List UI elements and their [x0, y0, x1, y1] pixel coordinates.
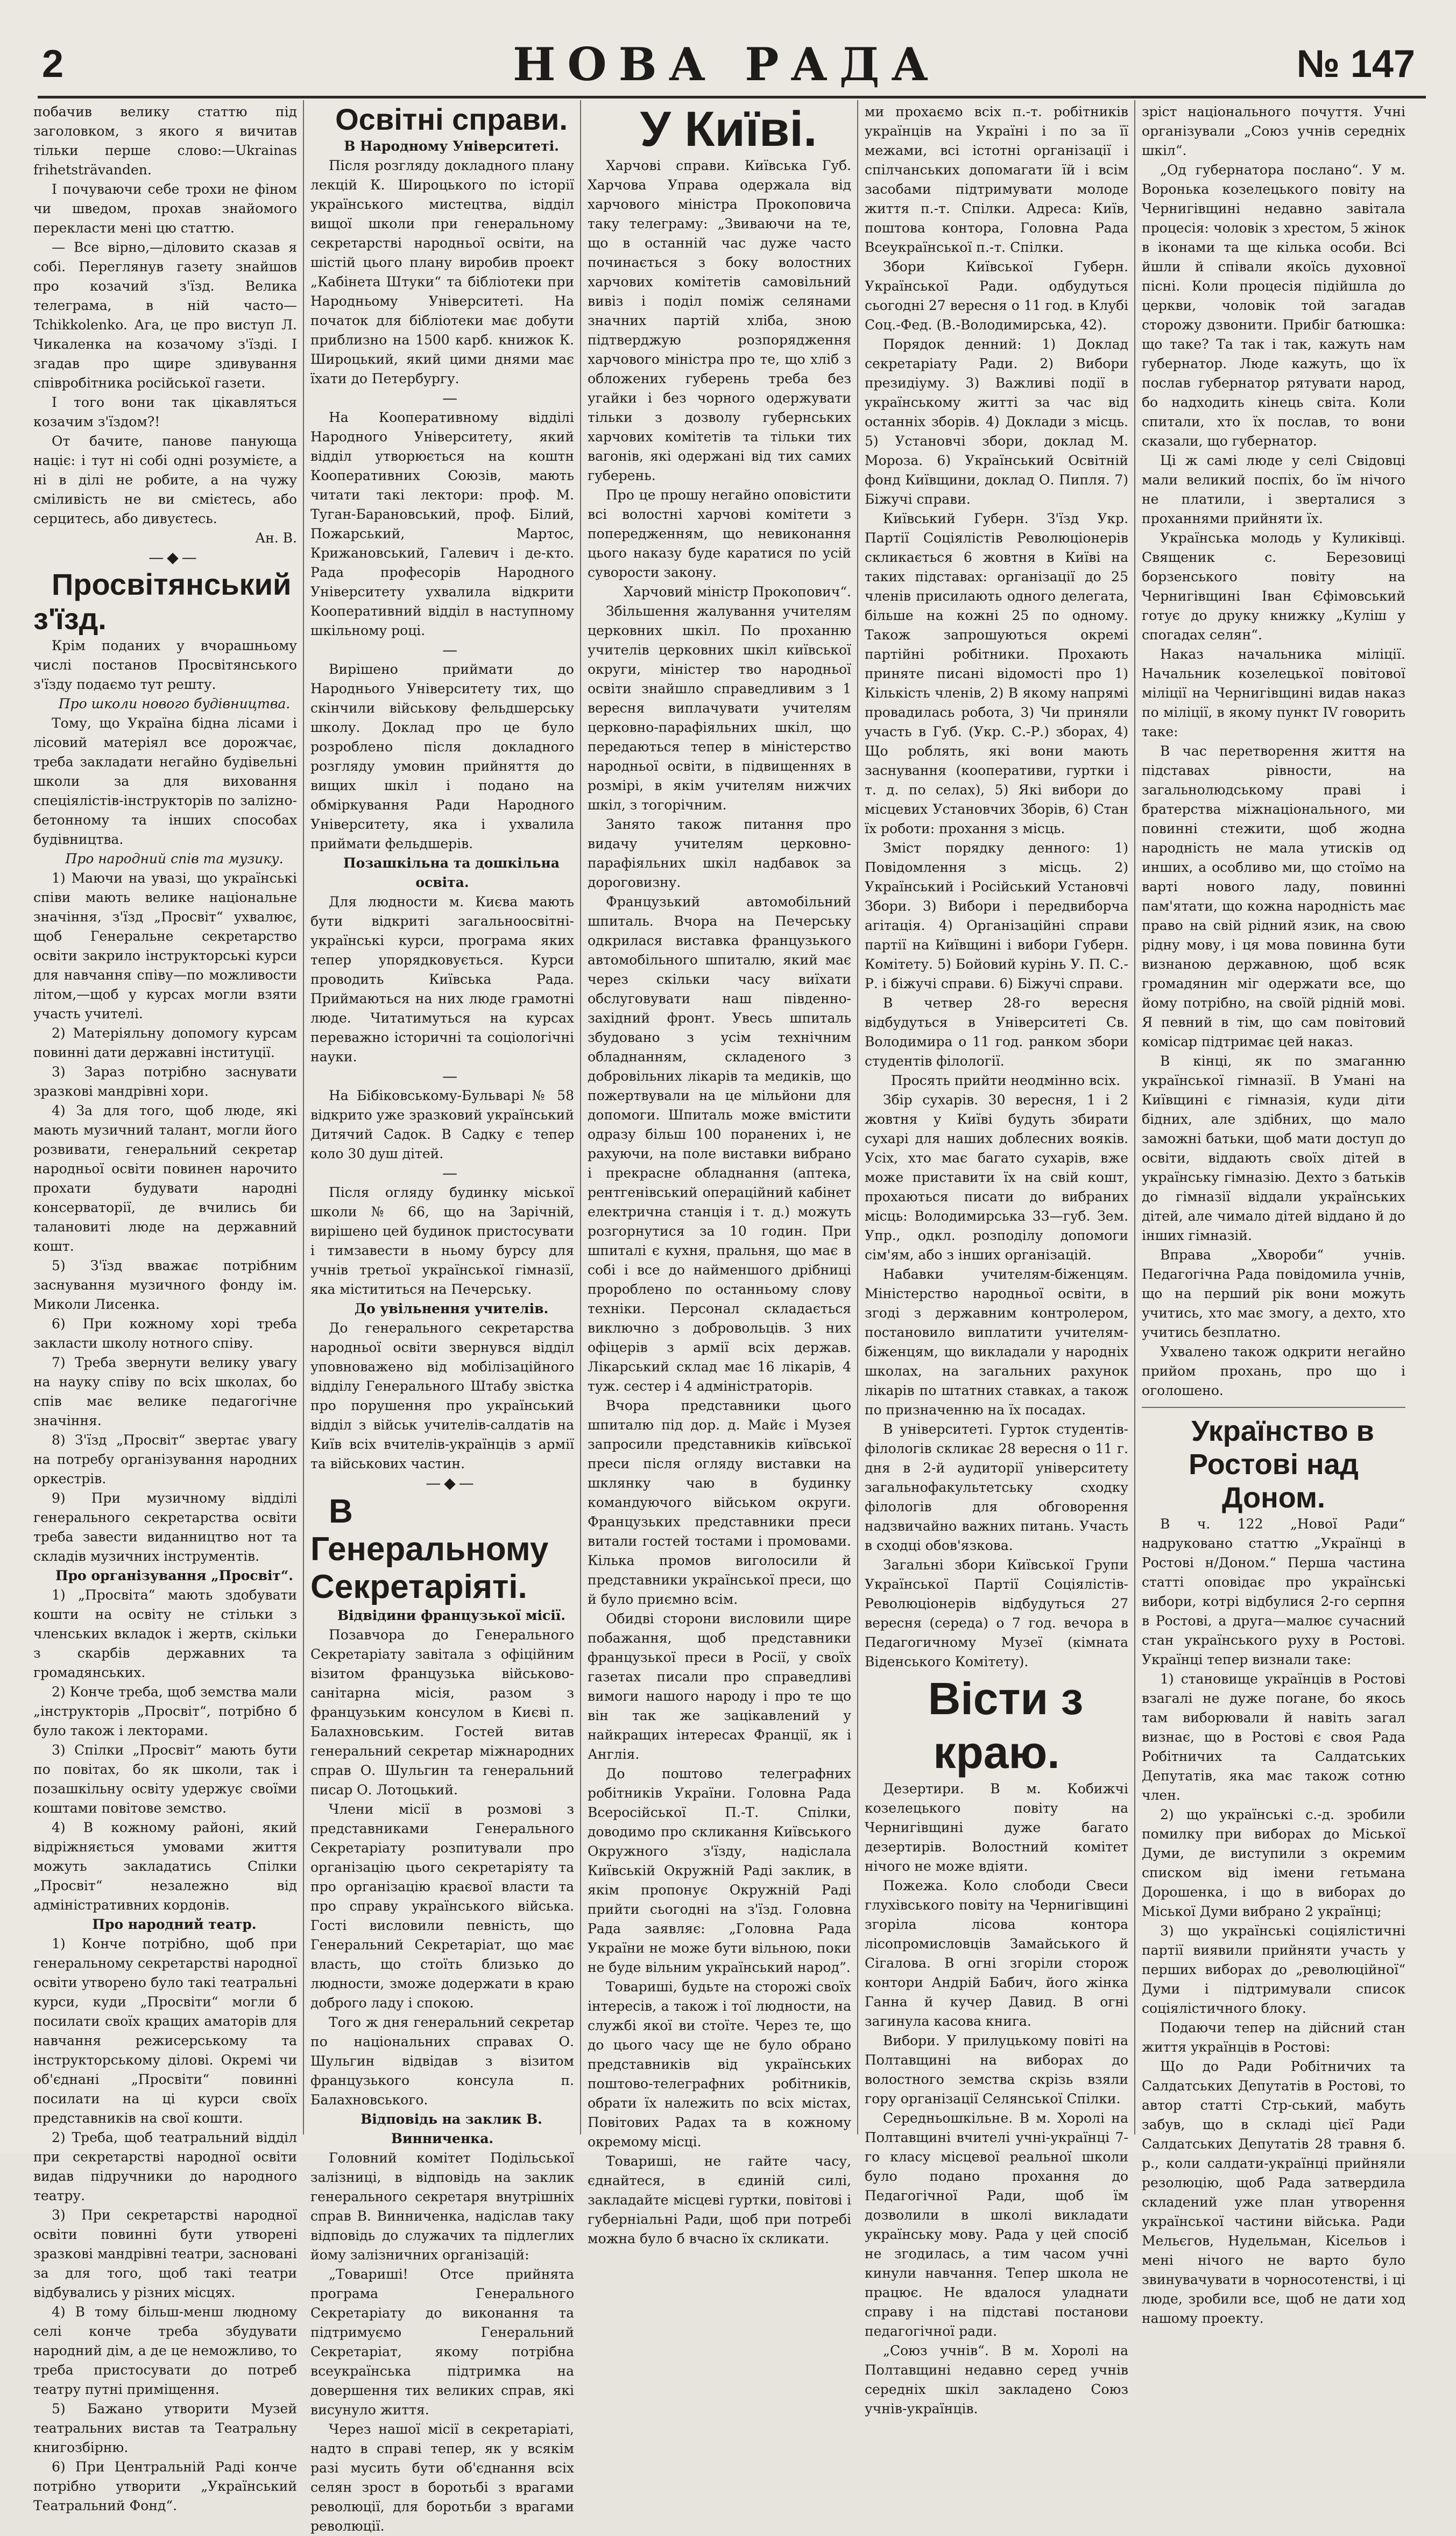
column-2: [310, 102, 574, 2534]
paragraph: Що до Ради Робітничих та Салдатських Депутатів в Ростові, то автор статті Стр-ський, мабуть забув, що в складі цієї Ради Салдатських Депутатів 28 травня б. р., коли салдати-українці прийняли резолюцію, щоб Рада затвердила складений уже план утворення української частини війська. Ради Мельєгов, Нудельман, Кісельов і мені нічого не варто було звинувачувати в чорносотенстві, і ці люде, зробили все, щоб не дати ход нашому проекту.: [1142, 2059, 1405, 2326]
paragraph: 5) З'їзд вважає потрібним заснування музичного фонду ім. Миколи Лисенка.: [33, 1258, 297, 1312]
paragraph: На Кооперативному відділі Народного Університету, який відділ утворюється на коштн Кооперативних Союзів, мають читати такі лектори: проф. М. Туган-Барановський, проф. Білий, Пожарський, Мартос, Крижановський, Галевич і де-кто. Рада професорів Народного Університету ухвалила відкрити Кооперативний відділ в наступному шкільному році.: [310, 410, 574, 638]
paragraph: Вчора представники цього шпиталю під дор. д. Майє і Музея запросили представників київської преси після огляду виставки на шклянку чаю в будинку командуючого військом округи. Французьких представники преси витали гостей тостами і промовами. Кілька промов виголосили й представники української преси, що й було приємно всім.: [588, 1398, 851, 1607]
news-item: В четвер 28-го вересня відбудуться в Університеті Св. Володимира о 11 год. ранком збори студентів філології.: [865, 995, 1128, 1069]
issue-number: № 147: [1296, 43, 1415, 86]
column-4: [865, 102, 1128, 2417]
news-item: Вибори. У прилуцькому повіті на Полтавщині на виборах до волостного земства скрізь взяли гору організації Селянської Спілки.: [865, 2033, 1128, 2107]
signature: Харчовий міністр Прокопович“.: [624, 584, 851, 600]
section-subheading: Про організування „Просвіт“.: [55, 1568, 294, 1583]
paragraph: 3) Спілки „Просвіт“ мають бути по повітах, бо як школи, так і позашкільну освіту удержує своїми коштами повітове земство.: [33, 1742, 297, 1816]
paragraph: — Все вірно,—діловито сказав я собі. Переглянув газету знайшов про козачий з'їзд. Велика телеграма, в ній часто—Tchikkolenko. Ага, це про виступ Л. Чикаленка на козачому з'їзді. І згадав про щире здивування співробітника російської газети.: [33, 239, 297, 391]
paragraph: 3) При секретарстві народної освіти повинні бути утворені зразкові мандрівні театри, засновані за для того, щоб такі театри відбувались у різних місцях.: [33, 2207, 297, 2300]
column-divider: [1134, 100, 1135, 2135]
section-subheading: Позашкільна та дошкільна освіта.: [343, 855, 560, 890]
paragraph: І того вони так цікавляться козачим з'їздом?!: [33, 395, 297, 429]
news-item: Дезертири. В м. Кобижчі козелецького повіту на Чернигівщині дуже багато дезертирів. Волостний комітет нічого не може вдіяти.: [865, 1781, 1128, 1874]
section-rule: [1142, 1407, 1405, 1408]
paragraph: В час перетворення життя на підставах рівности, на загальнолюдському праві і братерства міжнаціонального, ми повинні стежити, щоб жодна народність не мала утисків од инших, а особливо ми, що стоїмо на варті нового ладу, повинні пам'ятати, що кожна народність має право на свій рідний язик, на свою рідну мову, і ця мова повинна бути визнаною державною, щоб всяк громадянин міг одержати все, що йому потрібно, на своїй рідній мові. Я певний в тім, що сам повітовий комісар підтримає цей наказ.: [1142, 743, 1405, 1049]
short-rule: —: [442, 641, 461, 659]
news-item: „Од губернатора послано“. У м. Воронька козелецького повіту на Чернигівщині недавно завітала процесія: чоловік з хрестом, 5 жінок в іконами та ще кілька особи. Всі йшли й співали якоїсь духовної пісні. Коли процесія підійшла до церкви, чоловік той загадав сторожу дзвонити. Прибіг батюшка: що таке? Та так і так, кажуть нам губернатор. Люде кажуть, що їх послав губернатор рятувати народ, бо надходить кінець світа. Коли спитали, хто їх послав, то вони сказали, що губернатор.: [1142, 162, 1405, 449]
paragraph: 9) При музичному відділі генерального секретарства освіти треба завести виданництво нот та складів музичних інструментів.: [33, 1490, 297, 1564]
paragraph: Після огляду будинку міської школи № 66, що на Зарічній, вирішено цей будинок пристосувати і тимзавести в ньому бурсу для учнів третьої української гімназії, яка містититься на Печерську.: [310, 1185, 574, 1297]
short-rule: —: [442, 389, 461, 407]
article-heading: Українство в Ростові над Доном.: [1189, 1415, 1374, 1514]
paragraph: 2) що українські с.-д. зробили помилку при виборах до Міської Думи, де виступили з окремим списком від імени гетьмана Дорошенка, і що в виборах до Міської Думи вибрано 2 українці;: [1142, 1807, 1405, 1919]
paragraph: Ухвалено також одкрити негайно прийом прохань, про що і оголошено.: [1142, 1344, 1405, 1398]
paragraph: 1) „Просвіта“ мають здобувати кошти на освіту не стільки з членських вкладок і жертв, скільки з скарбів державних та громадянських.: [33, 1587, 297, 1680]
paragraph: 1) Конче потрібно, щоб при генеральному секретарстві народної освіти утворено було такі театральні курси, куди „Просвіти“ могли б посилати своїх кращих аматорів для навчання режисерському та інструкторському ділові. Окремі чи об'єднані „Просвіти“ повинні посилати на ці курси своїх представників на свої кошти.: [33, 1936, 297, 2126]
paragraph: Через нашої місії в секретаріаті, надто в справі тепер, як у всякім разі мусить бути об'єднання всіх селян зрост в боротьбі з врагами революції, для боротьби з врагами революції.: [310, 2421, 574, 2534]
article-heading: Вісти з краю.: [928, 1673, 1084, 1778]
news-item: Середньошкільне. В м. Хоролі на Полтавщині вчителі учні-українці 7-го класу місцевої реальної школи було подано прохання до Педагогічної Ради, щоб їм дозволили в школі викладати українську мову. Рада у цей спосіб не згодилась, а тим часом учні кинули навчання. Тепер школа не працює. Не вдалося уладнати справу і на підставі постанови педагогічної ради.: [865, 2110, 1128, 2339]
news-item: Пожежа. Коло слободи Свеси глухівського повіту на Чернигівщині згоріла лісова контора лісопромисловців Замайського й Сігалова. В огні згоріли сторож контори Андрій Бабич, його жінка Ганна й кучер Давид. В огні загинула касова книга.: [865, 1878, 1128, 2029]
paragraph: 7) Треба звернути велику увагу на науку співу по всіх школах, бо спів має велике педагогічне значіння.: [33, 1355, 297, 1428]
news-item: Збори Київської Губерн. Української Ради. одбудуться сьогодні 27 вересня о 11 год. в Клубі Соц.-Фед. (В.-Володимирська, 42).: [865, 259, 1128, 333]
paragraph: 6) При кожному хорі треба закласти школу нотного співу.: [33, 1316, 297, 1351]
column-divider: [580, 100, 581, 2135]
newspaper-title: НОВА РАДА: [513, 38, 940, 91]
page-number: 2: [42, 43, 64, 86]
news-item: До поштово телеграфних робітників України. Головна Рада Всеросійської П.-Т. Спілки, доводимо про скликання Київського Окружного з'їзду, надіслала Київській Окружній Раді заклик, в якім пропонує Окружній Раді прийти сьогодні на з'їзд. Головна Рада заявляє: „Головна Рада України не може бути вільною, поки не буде вільним український народ”.: [588, 1766, 851, 1975]
paragraph: Крім поданих у вчорашньому числі постанов Просвітянського з'їзду подаємо тут решту.: [33, 638, 297, 692]
article-heading: Освітні справи.: [335, 102, 568, 136]
article-heading: У Київі.: [640, 102, 817, 157]
column-5: [1142, 102, 1405, 2326]
paragraph: Позавчора до Генерального Секретаріату завітала з офіційним візитом французька військово-санітарна місія, разом з французьким консулом в Києві п. Балахновським. Гостей витав генеральний секретар міжнародних справ О. Шульгин та генеральний писар О. Лотоцький.: [310, 1627, 574, 1798]
paragraph: 2) Треба, щоб театральний відділ при секретарстві народної освіти видав підручники до народного театру.: [33, 2130, 297, 2203]
news-item: Французький автомобільний шпиталь. Вчора на Печерську одкрилася виставка французького автомобільного шпиталю, який має через скільки часу виїхати обслуговувати наш південно-західний фронт. Увесь шпиталь збудовано з усім технічним обладнанням, складеного з добровільних лікарів та медиків, що пожертвували на це мільйони для допомоги. Шпиталь може вмістити одразу більш 100 поранених і, не рахуючи, на поле виставки вибрано і прекрасне обладнання (аптека, рентгенівський операційний кабінет електрична станція і т. д.) можуть розгорнутися за 10 годин. При шпиталі є кухня, пральня, що має в собі і все до найменшого дрібниці пророблено по останньому слову техніки. Персонал складається виключно з добровольців. 3 них офіцерів з армії всіх держав. Лікарський склад має 16 лікарів, 4 туж. сестер і 4 адміністраторів.: [588, 894, 851, 1394]
news-item: Набавки учителям-біженцям. Міністерство народньої освіти, в згоді з державним контролером, постановило виплатити учителям-біженцям, що викладали у народніх школах, на загальних рахунок лікарів по штатних ставках, а також по призначенню на їх посадах.: [865, 1266, 1128, 1418]
author-signature: Ан. В.: [255, 530, 297, 546]
paragraph: 4) В кожному районі, який відріжняється умовами життя можуть закладатись Спілки „Просвіт“ незалежно від адміністративних кордонів.: [33, 1820, 297, 1913]
paragraph: 3) Зараз потрібно заснувати зразкові мандрівні хори.: [33, 1064, 297, 1099]
paragraph: Головний комітет Подільської залізниці, в відповідь на заклик генерального секретаря внутрішніх справ В. Винниченка, надіслав таку відповідь до служачих та підлеглих йому залізничних організацій:: [310, 2150, 574, 2263]
paragraph: 8) З'їзд „Просвіт“ звертає увагу на потребу організування народних оркестрів.: [33, 1432, 297, 1487]
paragraph: На Бібіковському-Бульварі № 58 відкрито уже зразковий український Дитячий Садок. В Садку є тепер коло 30 душ дітей.: [310, 1088, 574, 1161]
news-item: Збільшення жалування учителям церковних шкіл. По проханню учителів церковних шкіл київської округи, міністер тво народньої освіти знайшло справедливим з 1 вересня виплачувати учителям церковно-парафіяльних шкіл, що передаються тепер в міністерство народньої освіти, в підвищеннях в розмірі, в якім учителям нижчих шкіл, з тогорічним.: [588, 603, 851, 813]
masthead-rule: [38, 96, 1426, 98]
paragraph: Вправа „Хвороби“ учнів. Педагогічна Рада повідомила учнів, що на перший рік вони можуть учитись, хто має змогу, а дехто, хто учитись безплатно.: [1142, 1247, 1405, 1340]
paragraph: Просять прийти неодмінно всіх.: [890, 1073, 1121, 1088]
news-item: В університеті. Гурток студентів-філологів скликає 28 вересня о 11 г. дня в 2-й аудиторії університету загальнофакультетську сходку філологів для обговорення надзвичайно важних питань. Участь в сходці обов'язкова.: [865, 1421, 1128, 1553]
paragraph: „Товариші! Отсе прийнята програма Генерального Секретаріату до виконання та підтримуємо Генеральний Секретаріат, якому потрібна всеукраїнська підтримка на довершення тих великих справ, які висунуло життя.: [310, 2266, 574, 2418]
paragraph: 2) Конче треба, щоб земства мали „інструкторів „Просвіт“, потрібно б було також і лекторами.: [33, 1684, 297, 1738]
section-subheading: До увільнення учителів.: [354, 1301, 549, 1316]
paragraph: Товариші, не гайте часу, єднайтеся, в єдиній силі, закладайте місцеві гуртки, повітові і губерніальні Ради, щоб при потребі можна було б вчасно їх скликати.: [588, 2153, 851, 2246]
paragraph: Обидві сторони висловили щире побажання, щоб представники французької преси в Росії, у своїх газетах писали про справедливі вимоги нашого народу і про те що він так же зацікавлений у найкращих інтересах Франції, як і Англія.: [588, 1611, 851, 1762]
paragraph: В ч. 122 „Нової Ради“ надруковано статтю „Українці в Ростові н/Доном.“ Перша частина статті оповідає про українські вибори, котрі відбулися 2-го серпня в Ростові, а друга—малює сучасний стан українського руху в Ростові. Українці тепер визнали таке:: [1142, 1516, 1405, 1667]
column-divider: [303, 100, 304, 2135]
paragraph: Члени місії в розмові з представниками Генерального Секретаріату розпитували про організацію цього секретаріяту та про організацію краєвої власти та про справу українського війська. Гості висловили певність, що Генеральний Секретаріат, що має власть, що стоїть близько до людности, зможе додержати в краю доброго ладу і спокою.: [310, 1801, 574, 2011]
paragraph: 1) становище українців в Ростові взагалі не дуже погане, бо якось там виборювали й навіть загал визнає, що в Ростові є своя Рада Робітничих та Салдатських Депутатів, яка має також сотню член.: [1142, 1671, 1405, 1803]
paragraph: От бачите, панове панующа націє: і тут ні собі одні розумієте, а ні в ділі не робите, а на чужу сміливість не ви смієтесь, або серцитесь, або дивуєтесь.: [33, 433, 297, 526]
ornament-divider: —◆—: [426, 1474, 477, 1492]
paragraph: Зміст порядку денного: 1) Повідомлення з місць. 2) Український і Російський Установчі Збори. 3) Вибори і передвиборча агітація. 4) Організаційні справи партії на Київщині і вибори Губерн. Комітету. 5) Бойовий курінь У. П. С.-Р. і біжучі справи. 6) Біжучі справи.: [865, 840, 1128, 991]
section-subheading: Про народний театр.: [92, 1917, 257, 1932]
section-subheading: В Народному Університеті.: [344, 138, 559, 154]
paragraph: Ці ж самі люде у селі Свідовці мали великий поспіх, бо їм нічого не платили, і зверталися з проханнями прийняти їх.: [1142, 453, 1405, 526]
paragraph: Тому, що Україна бідна лісами і лісовий матеріял все дорожчає, треба закладати негайно будівельні школи за для виховання спеціялістів-інструкторів по заліzно-бетонному та інших способах будівництва.: [33, 715, 297, 847]
paragraph: 4) За для того, щоб люде, які мають музичний талант, могли його розвивати, генеральний секретар народньої освіти повинен нарочито прохати будувати народні консерваторії, де вчились би талановиті люде на державний кошт.: [33, 1103, 297, 1254]
news-item: Загальні збори Київської Групи Української Партії Соціялістів-Революціонерів відбудуться 27 вересня (середа) о 7 год. вечора в Педагогичному Музеї (кімната Віденського Комітету).: [865, 1557, 1128, 1669]
news-item: „Союз учнів“. В м. Хоролі на Полтавщині недавно серед учнів середніх шкіл закладено Союз учнів-українців.: [865, 2343, 1128, 2417]
column-1: [33, 102, 297, 2513]
short-rule: —: [442, 1067, 461, 1085]
article-heading: В Генеральному Секретаріяті.: [310, 1493, 549, 1605]
paragraph: 4) В тому більш-менш людному селі конче треба збудувати народний дім, а де це неможливо, то треба пристосувати до потреб театру путні приміщення.: [33, 2304, 297, 2397]
column-3: [588, 102, 851, 2246]
paragraph: Вирішено приймати до Народнього Університету тих, що скінчили військову фельдшерську школу. Доклад про це було розроблено після докладного розгляду умовин прийняття до вищих шкіл і подано на обміркування Ради Народного Університету, яка і ухвалила приймати фельдшерів.: [310, 661, 574, 851]
paragraph: 3) що українські соціялістичні партії виявили прийняти участь у перших виборах до „революційної“ Думи і підтримували список соціялістичного блоку.: [1142, 1923, 1405, 2016]
masthead: [38, 38, 1415, 97]
news-item: Українська молодь у Куликівці. Священик с. Березовиці борзенського повіту на Чернигівщині Іван Єфімовський готує до друку книжку „Куліш у спогадах селян“.: [1142, 530, 1405, 643]
section-subheading: Відповідь на заклик В. Винниченка.: [361, 2111, 542, 2146]
paragraph: Того ж дня генеральний секретар по національних справах О. Шульгин відвідав з візитом французького консула п. Балахновського.: [310, 2014, 574, 2108]
paragraph: 2) Матеріяльну допомогу курсам повинні дати державні інституції.: [33, 1025, 297, 1060]
paragraph: До генерального секретарства народньої освіти звернувся відділ уповноважено від мобілізаційного відділу Генерального Штабу звістка про порушення про український відділ з військ учителів-салдатів на Київ всіх вчителів-українців з армії та військових частин.: [310, 1320, 574, 1471]
news-item: Наказ начальника міліції. Начальник козелецької повітової міліції на Чернигівщині видав наказ по міліції, в якому пункт IV говорить таке:: [1142, 646, 1405, 739]
section-subheading: Відвідини французької місії.: [337, 1608, 566, 1623]
paragraph: ми прохаємо всіх п.-т. робітників українців на Україні і по за її межами, всі істотні організації і спілчанських допомагати їй і всім засобами підтримувати молоде життя п.-т. Спілки. Адреса: Київ, поштова контора, Головна Рада Всеукраїнської п.-т. Спілки.: [865, 104, 1128, 255]
paragraph: 6) При Центральній Раді конче потрібно утворити „Український Театральний Фонд“.: [33, 2459, 297, 2513]
paragraph: 1) Маючи на увазі, що українські співи мають велике національне значіння, з'їзд „Просвіт“ ухвалює, щоб Генеральне секретарство освіти закрило інструкторські курси для навчання співу—по можливости літом,—щоб у курсах могли взяти участь учителі.: [33, 870, 297, 1022]
section-subheading: Про школи нового будівництва.: [58, 696, 291, 712]
news-item: Київський Губерн. З'їзд Укр. Партії Соціялістів Революціонерів скликається 6 жовтня в Київі на таких підставах: організації до 25 членів присилають одного делегата, більше на кожні 25 по одному. Також запрошуються окремі партійні робітники. Прохають приняте писані відомості про 1) Кількість членів, 2) В якому напрямі провадилась робота, 3) Чи приняли участь в Губ. (Укр. С.-Р.) зборах, 4) Що роблять, які вони мають заснування (кооперативи, гуртки і т. д. по селах), 5) Які вибори до місцевих Установчих Зборів, 6) Стан їх роботи: прохання з місць.: [865, 511, 1128, 836]
paragraph: Порядок денний: 1) Доклад секретаріату Ради. 2) Вибори президіуму. 3) Важливі події в українському житті за час від останніх зборів. 4) Доклади з місць. 5) Установчі збори, доклад М. Мороза. 6) Український Освітній фонд Київщини, доклад О. Пипля. 7) Біжучі справи.: [865, 336, 1128, 507]
paragraph: 5) Бажано утворити Музей театральних вистав та Театральну книгозбірню.: [33, 2401, 297, 2455]
paragraph: Після розгляду докладного плану лекцій К. Широцького по історії українського мистецтва, відділ вищої школи при генеральному секретарстві народньої освіти, на шістій цього плану виробив проект „Кабінета Штуки“ та бібліотеки при Народньому Університеті. На початок для бібліотеки має добути приблизно на 1500 карб. книжок К. Широцький, який цими днями має їхати до Петербургу.: [310, 158, 574, 386]
paragraph: Для людности м. Києва мають бути відкриті загальноосвітні-українські курси, програма яких тепер упорядковується. Курси проводить Київська Рада. Приймаються на них люде грамотні люде. Читатимуться на курсах переважно історичні та соціологічні науки.: [310, 894, 574, 1065]
paragraph: Товариші, будьте на сторожі своїх інтересів, а також і тої людности, на службі якої ви стоїте. Через те, що до цього часу ще не було обрано представників від українських поштово-телеграфних робітників, обрати їх належить по всіх містах, Повітових Радах та в кожному окремому місці.: [588, 1979, 851, 2150]
short-rule: —: [442, 1164, 461, 1182]
news-item: Збір сухарів. 30 вересня, 1 і 2 жовтня у Київі будуть збирати сухарі для наших доблесних вояків. Усіх, хто має багато сухарів, вже може приставити їх на свій кошт, прохаються писати до вибраних місць: Володимирська 33—губ. Зем. Упр., одкл. розподілу допомоги сім'ям, або з інших організацій.: [865, 1092, 1128, 1263]
section-subheading: Про народний спів та музику.: [65, 851, 284, 867]
paragraph: зріст національного почуття. Учні організували „Союз учнів середніх шкіл“.: [1142, 104, 1405, 158]
news-item: В кінці, як по змаганню української гімназії. В Умані на Київщині є гімназія, куди діти бідних, але здібних, що мало заможні батьки, щоб мати доступ до освіти, віддають своїх дітей в українську гімназію. Дехто з батьків до гімназії віддали українських дітей, але чимало дітей віддано й до інших гімназій.: [1142, 1053, 1405, 1243]
paragraph: І почуваючи себе трохи не фіном чи шведом, прохав знайомого перекласти мені цю статтю.: [33, 181, 297, 236]
ornament-divider: —◆—: [149, 548, 200, 566]
paragraph: Подаючи тепер на дійсний стан життя українців в Ростові:: [1142, 2020, 1405, 2055]
article-heading: Просвітянський з'їзд.: [33, 567, 292, 636]
paragraph: побачив велику статтю під заголовком, з якого я вичитав тільки перше слово:—Ukrainas frihetsträvanden.: [33, 104, 297, 178]
news-item: Харчові справи. Київська Губ. Харчова Управа одержала від харчового міністра Прокоповича таку телеграму: „Звиваючи на те, що в останній час дуже часто починається з боку волостних харчових комітетів самовільний вивіз і поділ поміж селянами значних партій хліба, зною підтверджую розпорядження харчового міністра про те, що хліб з обложених губерень треба без угайки і без чорного одержувати тільки з дозволу губернських харчових комітетів та тільки тих вагонів, які одержані від тих самих губерень.: [588, 158, 851, 483]
column-divider: [857, 100, 858, 2135]
paragraph: Про це прошу негайно оповістити всі волостні харчові комітети з попередженням, що невиконання цього наказу буде каратися по усій суворости закону.: [588, 487, 851, 580]
paragraph: Занято також питання про видачу учителям церковно-парафіяльних шкіл надбавок за дороговизну.: [588, 816, 851, 890]
